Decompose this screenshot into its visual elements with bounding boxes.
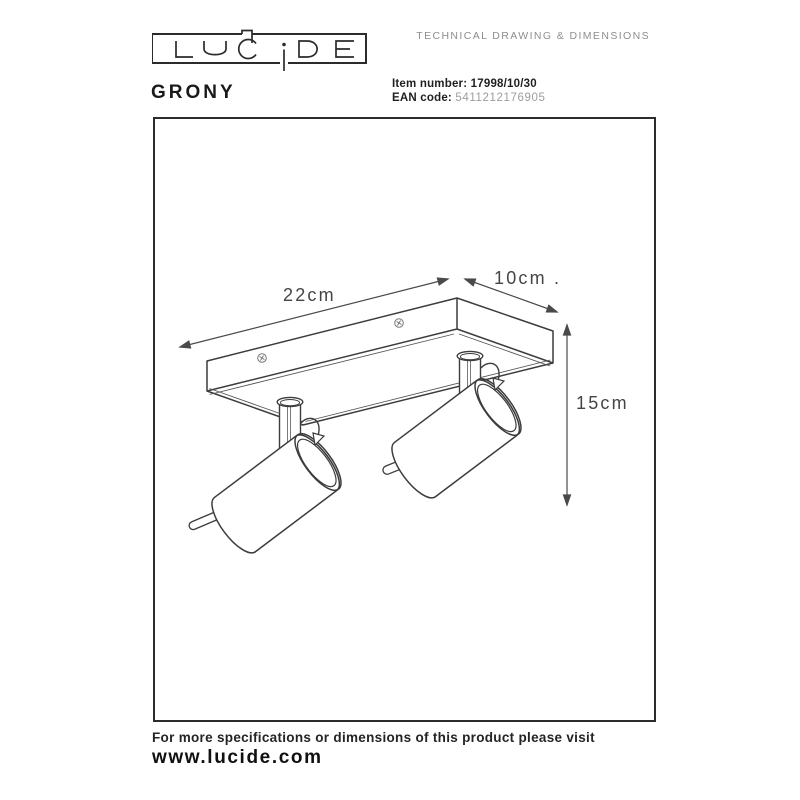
letter-i-dot (282, 43, 286, 47)
item-number-label: Item number: (392, 78, 468, 90)
dimension-width-label: 22cm (283, 285, 336, 305)
product-name: GRONY (151, 82, 236, 103)
lucide-logo-box (152, 34, 366, 63)
ean-line (392, 91, 545, 105)
lucide-logo-letters (176, 31, 354, 72)
dimension-height-label: 15cm (576, 393, 629, 413)
ean-label: EAN code: (392, 92, 452, 104)
dimension-height (564, 325, 629, 505)
ean-value: 5411212176905 (455, 92, 546, 104)
footer-note: For more specifications or dimensions of this product please visit (152, 730, 595, 745)
page-title: TECHNICAL DRAWING & DIMENSIONS (416, 30, 650, 42)
spot-head-left (204, 427, 349, 560)
footer-website: www.lucide.com (152, 747, 323, 768)
dimension-depth-label: 10cm . (494, 268, 562, 288)
item-number-value: 17998/10/30 (470, 78, 537, 90)
screw-icon (258, 354, 267, 363)
lucide-logo (152, 28, 368, 76)
screw-icon (395, 319, 404, 328)
technical-drawing (153, 117, 656, 722)
item-number-line (392, 77, 545, 91)
product-info-block (392, 77, 545, 105)
